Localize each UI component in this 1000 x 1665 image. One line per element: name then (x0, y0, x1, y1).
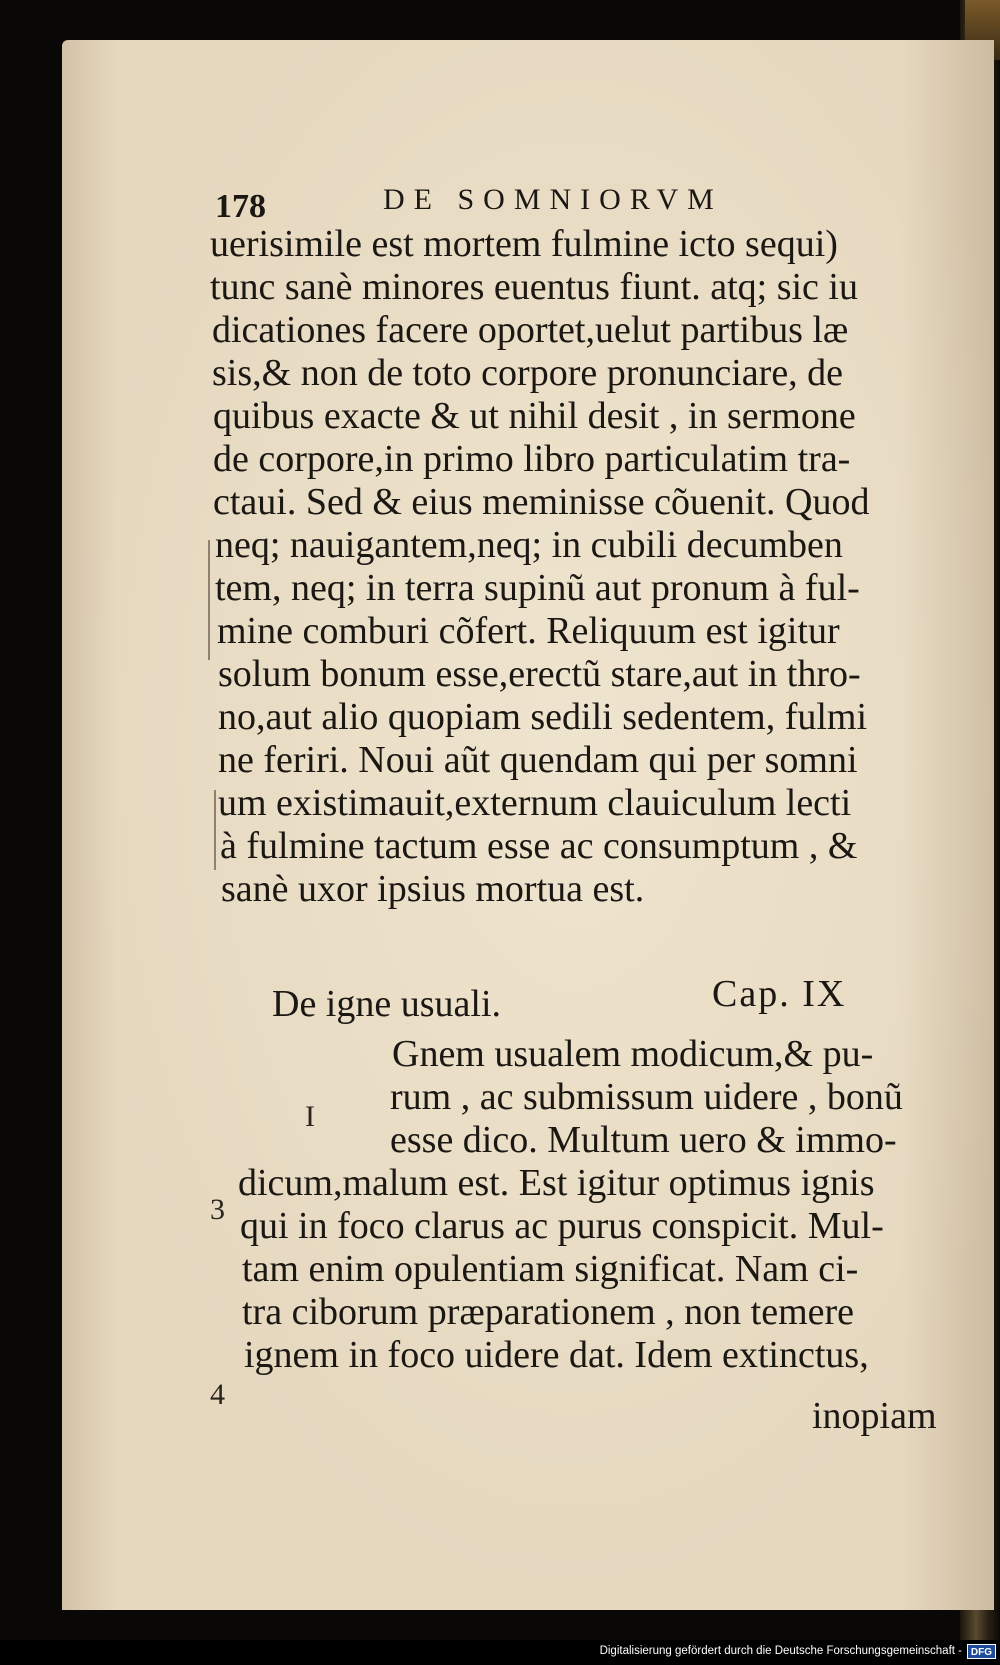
body-line: à fulmine tactum esse ac consumptum , & (220, 825, 858, 867)
body-line: no,aut alio quopiam sedili sedentem, fulmi (218, 696, 868, 738)
margin-bracket (214, 790, 216, 870)
body-line: tunc sanè minores euentus fiunt. atq; sic iu (210, 266, 858, 308)
chapter-line: rum , ac submissum uidere , bonũ (390, 1076, 903, 1118)
body-line: quibus exacte & ut nihil desit , in sermone (213, 395, 856, 437)
body-line: tem, neq; in terra supinũ aut pronum à ful- (215, 567, 860, 609)
chapter-title: De igne usuali. (272, 983, 502, 1025)
body-line: um existimauit,externum clauiculum lecti (218, 782, 852, 824)
chapter-line: ignem in foco uidere dat. Idem extinctus, (244, 1334, 869, 1376)
margin-number: I (305, 1100, 315, 1133)
page-number: 178 (215, 188, 266, 225)
body-line: neq; nauigantem,neq; in cubili decumben (215, 524, 843, 566)
running-title: DE SOMNIORVM (383, 183, 723, 216)
body-line: dicationes facere oportet,uelut partibus læ (212, 309, 849, 351)
body-line: ctaui. Sed & eius meminisse cõuenit. Quod (213, 481, 870, 523)
chapter-line: tra ciborum præparationem , non temere (242, 1291, 855, 1333)
margin-bracket (208, 540, 210, 660)
chapter-line: dicum,malum est. Est igitur optimus ignis (238, 1162, 875, 1204)
body-line: ne feriri. Noui aũt quendam qui per somni (218, 739, 858, 781)
body-line: sis,& non de toto corpore pronunciare, de (212, 352, 844, 394)
margin-number: 3 (210, 1193, 225, 1226)
chapter-line: esse dico. Multum uero & immo- (390, 1119, 897, 1161)
catchword: inopiam (812, 1395, 937, 1437)
chapter-line: tam enim opulentiam significat. Nam ci- (242, 1248, 859, 1290)
digitization-credit: Digitalisierung gefördert durch die Deutsche Forschungsgemeinschaft - (599, 1645, 962, 1657)
chapter-line: Gnem usualem modicum,& pu- (392, 1033, 874, 1075)
body-line: uerisimile est mortem fulmine icto sequi) (210, 223, 838, 265)
body-line: solum bonum esse,erectũ stare,aut in thro- (218, 653, 861, 695)
margin-number: 4 (210, 1378, 225, 1411)
body-line: sanè uxor ipsius mortua est. (221, 868, 645, 910)
chapter-line: qui in foco clarus ac purus conspicit. Mul- (240, 1205, 884, 1247)
footer-bar (0, 1640, 1000, 1665)
chapter-number: Cap. IX (712, 973, 847, 1015)
dfg-logo: DFG (967, 1644, 996, 1659)
body-line: de corpore,in primo libro particulatim tra- (213, 438, 851, 480)
body-line: mine comburi cõfert. Reliquum est igitur (217, 610, 840, 652)
